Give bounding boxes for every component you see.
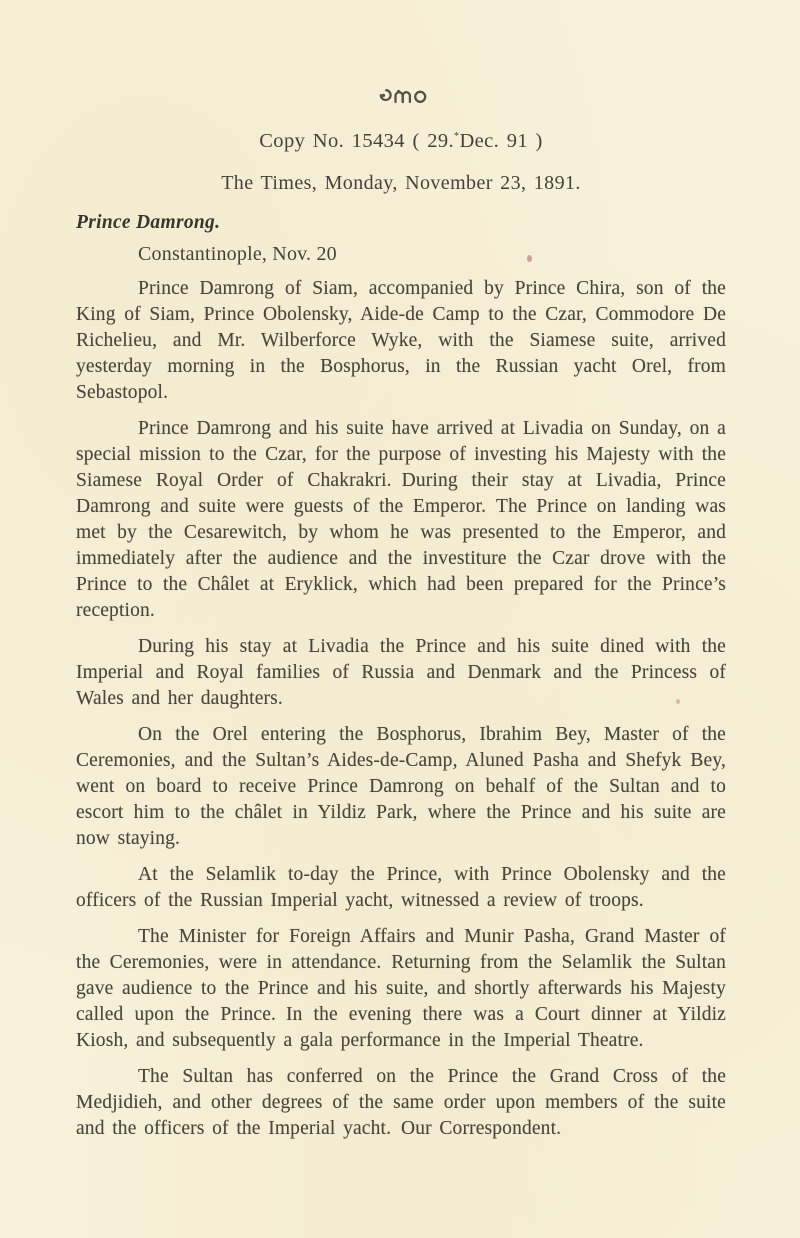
- article-paragraph: During his stay at Livadia the Prince and his suite dined with the Imperial and Royal families of Russia and Denmark and the Princess of Wales and her daughters.: [76, 636, 726, 709]
- paper-speck: [676, 699, 680, 704]
- article-paragraph: The Sultan has conferred on the Prince the Grand Cross of the Medjidieh, and other degrees of the same order upon members of the suite and the officers of the Imperial yacht. Our Correspondent.: [76, 1066, 726, 1139]
- article-heading: Prince Damrong.: [76, 212, 221, 233]
- publication-line: The Times, Monday, November 23, 1891.: [221, 172, 581, 194]
- copy-number-line: [76, 130, 726, 153]
- copy-number-mark: *: [454, 131, 460, 143]
- copy-number-prefix: Copy No. 15434 ( 29.: [259, 130, 455, 152]
- article-paragraph: Prince Damrong and his suite have arrived at Livadia on Sunday, on a special mission to the Czar, for the purpose of investing his Majesty with the Siamese Royal Order of Chakrakri. During their stay at Livadia, Prince Damrong and suite were guests of the Emperor. The Prince on landing was met by the Cesarewitch, by whom he was presented to the Emperor, and immediately after the audience and the investiture the Czar drove with the Prince to the Châlet at Eryklick, which had been prepared for the Prince’s reception.: [76, 418, 726, 621]
- thai-numeral-130-icon: [374, 84, 428, 108]
- copy-number-suffix: Dec. 91 ): [459, 130, 543, 152]
- article-paragraph: On the Orel entering the Bosphorus, Ibrahim Bey, Master of the Ceremonies, and the Sultan’s Aides-de-Camp, Aluned Pasha and Shefyk Bey, went on board to receive Prince Damrong on behalf of the Sultan and to escort him to the châlet in Yildiz Park, where the Prince and his suite are now staying.: [76, 724, 726, 849]
- paper-speck: [527, 255, 532, 262]
- article-paragraph: At the Selamlik to-day the Prince, with Prince Obolensky and the officers of the Russian Imperial yacht, witnessed a review of troops.: [76, 864, 726, 911]
- article-paragraph: Prince Damrong of Siam, accompanied by Prince Chira, son of the King of Siam, Prince Obolensky, Aide-de Camp to the Czar, Commodore De Richelieu, and Mr. Wilberforce Wyke, with the Siamese suite, arrived yesterday morning in the Bosphorus, in the Russian yacht Orel, from Sebastopol.: [76, 278, 726, 403]
- article-paragraph: The Minister for Foreign Affairs and Munir Pasha, Grand Master of the Ceremonies, were in attendance. Returning from the Selamlik the Sultan gave audience to the Prince and his suite, and shortly afterwards his Majesty called upon the Prince. In the evening there was a Court dinner at Yildiz Kiosh, and subsequently a gala performance in the Imperial Theatre.: [76, 926, 726, 1051]
- thai-numeral-ornament: [76, 84, 726, 108]
- dateline: Constantinople, Nov. 20: [138, 243, 337, 265]
